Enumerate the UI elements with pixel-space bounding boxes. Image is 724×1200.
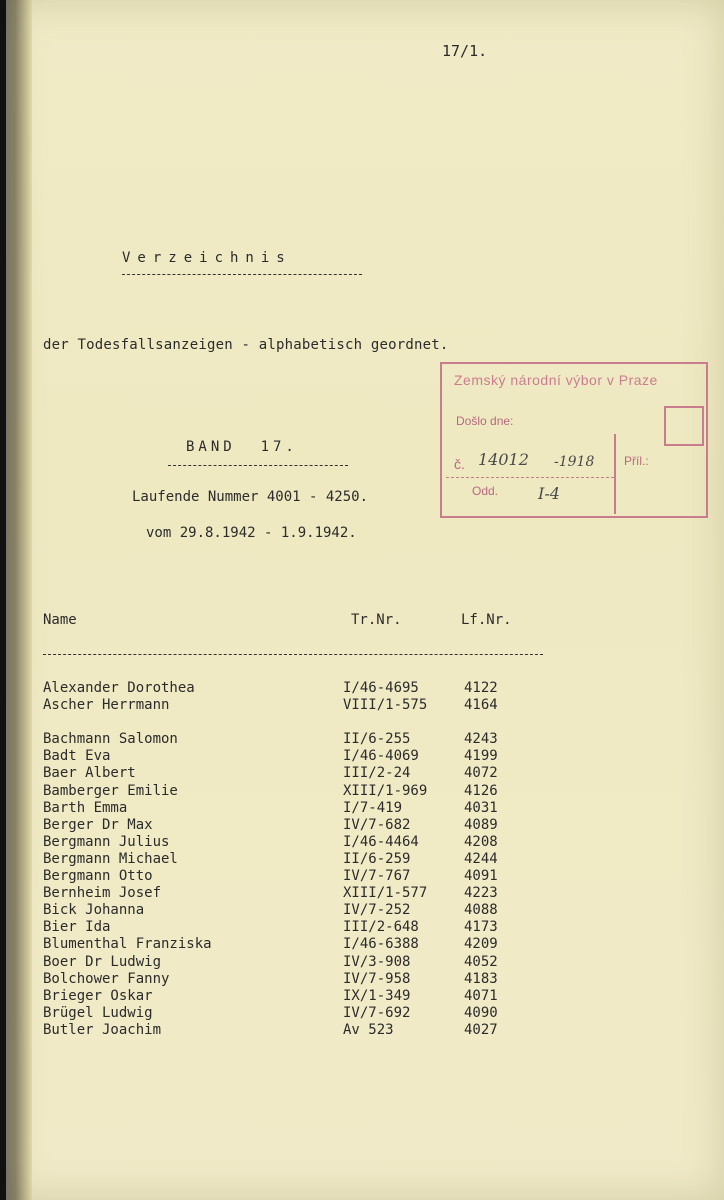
table-row xyxy=(6,919,706,936)
page-number: 17/1. xyxy=(442,42,488,60)
entry-tr-number: IV/7-958 xyxy=(343,971,411,987)
document-page xyxy=(6,0,724,1200)
table-row xyxy=(6,988,706,1005)
header-rule xyxy=(43,654,543,655)
entry-tr-number: II/6-255 xyxy=(343,731,411,747)
entry-name: Bernheim Josef xyxy=(43,885,162,901)
entry-tr-number: I/46-4464 xyxy=(343,834,419,850)
table-row xyxy=(6,954,706,971)
entry-lf-number: 4223 xyxy=(464,885,498,901)
entry-tr-number: IV/7-682 xyxy=(343,817,411,833)
stamp-received-label: Došlo dne: xyxy=(456,414,514,428)
entry-lf-number: 4052 xyxy=(464,954,498,970)
stamp-attachments-label: Příl.: xyxy=(624,454,649,468)
table-row xyxy=(6,936,706,953)
entry-tr-number: II/6-259 xyxy=(343,851,411,867)
stamp-department-label: Odd. xyxy=(472,484,499,498)
stamp-divider xyxy=(614,434,616,514)
entry-lf-number: 4090 xyxy=(464,1005,498,1021)
entry-lf-number: 4173 xyxy=(464,919,498,935)
band-label: BAND 17. xyxy=(186,439,298,455)
entry-tr-number: I/46-4695 xyxy=(343,680,419,696)
entry-lf-number: 4072 xyxy=(464,765,498,781)
running-numbers: Laufende Nummer 4001 - 4250. xyxy=(132,489,369,505)
entry-tr-number: IX/1-349 xyxy=(343,988,411,1004)
title-underline xyxy=(122,274,362,275)
stamp-year-value: -1918 xyxy=(554,454,595,470)
entry-name: Ascher Herrmann xyxy=(43,697,170,713)
entry-tr-number: Av 523 xyxy=(343,1022,394,1038)
band-underline xyxy=(168,465,348,466)
table-row xyxy=(6,817,706,834)
entry-name: Brügel Ludwig xyxy=(43,1005,153,1021)
entry-tr-number: III/2-24 xyxy=(343,765,411,781)
table-row xyxy=(6,1005,706,1022)
entry-lf-number: 4031 xyxy=(464,800,498,816)
table-row xyxy=(6,885,706,902)
entry-name: Barth Emma xyxy=(43,800,128,816)
column-header-lf: Lf.Nr. xyxy=(461,612,512,628)
entry-lf-number: 4126 xyxy=(464,783,498,799)
entry-name: Bachmann Salomon xyxy=(43,731,178,747)
entry-tr-number: IV/7-692 xyxy=(343,1005,411,1021)
entry-lf-number: 4209 xyxy=(464,936,498,952)
table-row xyxy=(6,902,706,919)
stamp-number-value: 14012 xyxy=(478,450,529,469)
entry-tr-number: IV/7-252 xyxy=(343,902,411,918)
table-row xyxy=(6,1022,706,1039)
entry-name: Bergmann Julius xyxy=(43,834,170,850)
table-row xyxy=(6,697,706,714)
entry-name: Bergmann Otto xyxy=(43,868,153,884)
table-row xyxy=(6,783,706,800)
stamp-box xyxy=(664,406,704,446)
document-title: Verzeichnis xyxy=(122,250,292,266)
table-row xyxy=(6,680,706,697)
entry-tr-number: I/7-419 xyxy=(343,800,403,816)
entry-name: Boer Dr Ludwig xyxy=(43,954,162,970)
entry-name: Badt Eva xyxy=(43,748,111,764)
entry-lf-number: 4164 xyxy=(464,697,498,713)
entry-name: Brieger Oskar xyxy=(43,988,153,1004)
registry-stamp xyxy=(440,362,708,518)
entry-lf-number: 4089 xyxy=(464,817,498,833)
entry-lf-number: 4208 xyxy=(464,834,498,850)
entry-name: Berger Dr Max xyxy=(43,817,153,833)
entry-lf-number: 4183 xyxy=(464,971,498,987)
entry-lf-number: 4244 xyxy=(464,851,498,867)
entry-tr-number: IV/7-767 xyxy=(343,868,411,884)
entry-tr-number: I/46-4069 xyxy=(343,748,419,764)
entry-name: Bolchower Fanny xyxy=(43,971,170,987)
entry-name: Bergmann Michael xyxy=(43,851,178,867)
table-row xyxy=(6,834,706,851)
entry-name: Blumenthal Franziska xyxy=(43,936,212,952)
table-row xyxy=(6,868,706,885)
entry-lf-number: 4243 xyxy=(464,731,498,747)
stamp-department-value: I-4 xyxy=(538,484,560,503)
entry-name: Butler Joachim xyxy=(43,1022,162,1038)
stamp-number-line xyxy=(446,477,614,478)
entry-lf-number: 4199 xyxy=(464,748,498,764)
table-row xyxy=(6,748,706,765)
entry-lf-number: 4027 xyxy=(464,1022,498,1038)
entry-name: Bick Johanna xyxy=(43,902,145,918)
document-subtitle: der Todesfallsanzeigen - alphabetisch geordnet. xyxy=(43,337,449,353)
table-row xyxy=(6,765,706,782)
date-range: vom 29.8.1942 - 1.9.1942. xyxy=(146,525,357,541)
entry-lf-number: 4071 xyxy=(464,988,498,1004)
table-row xyxy=(6,731,706,748)
entry-tr-number: XIII/1-577 xyxy=(343,885,428,901)
entry-lf-number: 4088 xyxy=(464,902,498,918)
entry-name: Baer Albert xyxy=(43,765,136,781)
entry-tr-number: III/2-648 xyxy=(343,919,419,935)
column-header-tr: Tr.Nr. xyxy=(351,612,402,628)
stamp-number-label: č. xyxy=(454,456,465,472)
entry-name: Alexander Dorothea xyxy=(43,680,195,696)
entry-lf-number: 4091 xyxy=(464,868,498,884)
table-row xyxy=(6,800,706,817)
stamp-office: Zemský národní výbor v Praze xyxy=(454,372,658,388)
entry-tr-number: XIII/1-969 xyxy=(343,783,428,799)
entry-lf-number: 4122 xyxy=(464,680,498,696)
entry-tr-number: IV/3-908 xyxy=(343,954,411,970)
column-header-name: Name xyxy=(43,612,77,628)
entry-name: Bier Ida xyxy=(43,919,111,935)
table-row xyxy=(6,851,706,868)
entry-tr-number: VIII/1-575 xyxy=(343,697,428,713)
entry-name: Bamberger Emilie xyxy=(43,783,178,799)
table-row xyxy=(6,971,706,988)
entry-tr-number: I/46-6388 xyxy=(343,936,419,952)
